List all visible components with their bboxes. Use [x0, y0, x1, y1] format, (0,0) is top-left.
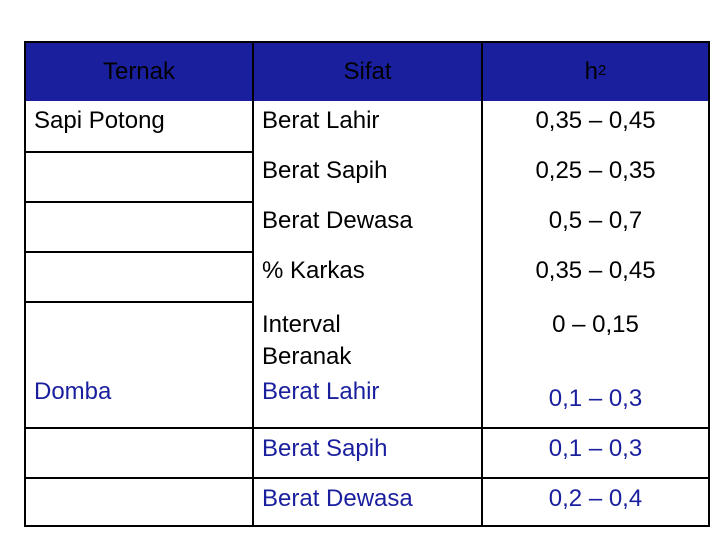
h2-cell-3: 0,5 – 0,7	[481, 201, 708, 251]
header-h2	[481, 43, 708, 101]
h2-cell-1: 0,35 – 0,45	[481, 101, 708, 151]
ternak-cell-7	[26, 427, 252, 477]
ternak-cell-8	[26, 477, 252, 525]
h2-cell-7: 0,1 – 0,3	[481, 427, 708, 477]
ternak-cell-1: Sapi Potong	[34, 107, 165, 134]
sifat-cell-8: Berat Dewasa	[252, 477, 481, 525]
header-sifat: Sifat	[252, 43, 481, 101]
ternak-cell-domba: Domba	[34, 378, 112, 405]
header-ternak: Ternak	[26, 43, 252, 101]
sifat-cell-2: Berat Sapih	[252, 151, 481, 201]
header-h2-base: h	[584, 58, 598, 85]
h2-cell-5: 0 – 0,15	[481, 301, 708, 371]
sifat-cell-3: Berat Dewasa	[252, 201, 481, 251]
ternak-cell-5	[26, 301, 252, 371]
sifat-cell-4: % Karkas	[252, 251, 481, 301]
header-h2-sup: 2	[598, 61, 607, 79]
ternak-cell-2	[26, 151, 252, 201]
ternak-cell-3	[26, 201, 252, 251]
h2-cell-4: 0,35 – 0,45	[481, 251, 708, 301]
sifat-cell-6: Berat Lahir	[252, 371, 481, 427]
heritability-table	[24, 41, 710, 527]
h2-cell-8: 0,2 – 0,4	[481, 477, 708, 525]
ternak-cell-4	[26, 251, 252, 301]
h2-cell-2: 0,25 – 0,35	[481, 151, 708, 201]
h2-cell-6: 0,1 – 0,3	[481, 371, 708, 427]
sifat-cell-7: Berat Sapih	[252, 427, 481, 477]
sifat-cell-5: Interval Beranak	[252, 301, 481, 371]
sifat-cell-1: Berat Lahir	[252, 101, 481, 151]
